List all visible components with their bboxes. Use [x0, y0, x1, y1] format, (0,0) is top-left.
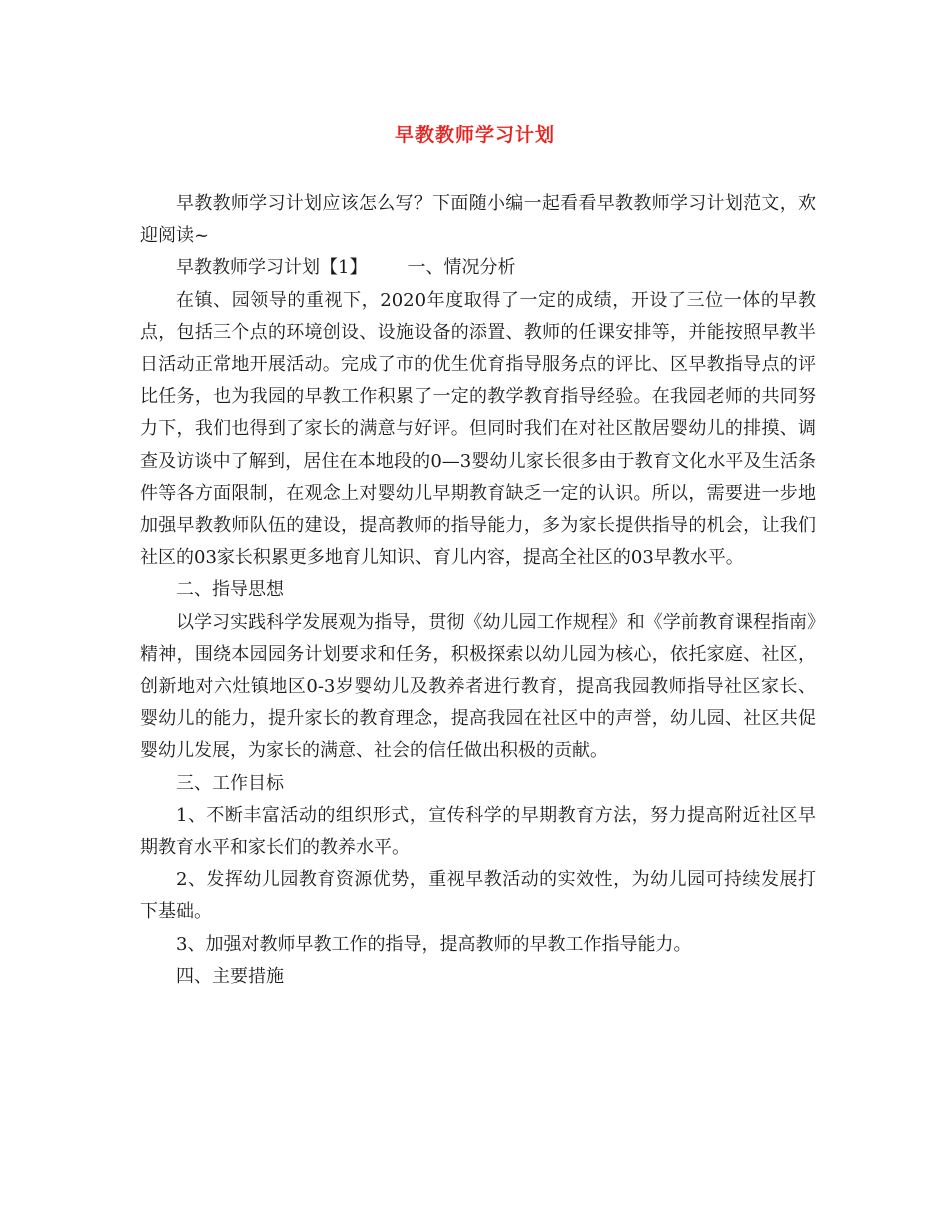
section4-heading: 四、主要措施 — [176, 965, 284, 987]
document-title: 早教教师学习计划 — [394, 124, 555, 146]
section2-paragraph: 以学习实践科学发展观为指导，贯彻《幼儿园工作规程》和《学前教育课程指南》精神，围绕本园园务计划要求和任务，积极探索以幼儿园为核心，依托家庭、社区，创新地对六灶镇地区0-3岁婴幼儿及教养者进行教育，提高我园教师指导社区家长、婴幼儿的能力，提升家长的教育理念，提高我园在社区中的声誉，幼儿园、社区共促婴幼儿发展，为家长的满意、社会的信任做出积极的贡献。 — [140, 611, 816, 762]
section1-heading: 一、情况分析 — [407, 257, 516, 279]
plan-heading-line — [140, 252, 816, 284]
goal-item-1: 1、不断丰富活动的组织形式，宣传科学的早期教育方法，努力提高附近社区早期教育水平和家长们的教养水平。 — [140, 804, 816, 859]
goal-item-3: 3、加强对教师早教工作的指导，提高教师的早教工作指导能力。 — [176, 933, 692, 955]
plan-heading: 早教教师学习计划【1】 — [176, 257, 368, 279]
section3-heading: 三、工作目标 — [176, 772, 284, 794]
goal-item-2: 2、发挥幼儿园教育资源优势，重视早教活动的实效性，为幼儿园可持续发展打下基础。 — [140, 869, 816, 923]
intro-paragraph: 早教教师学习计划应该怎么写？下面随小编一起看看早教教师学习计划范文，欢迎阅读~ — [140, 193, 816, 247]
section1-paragraph: 在镇、园领导的重视下，2020年度取得了一定的成绩，开设了三位一体的早教点，包括三个点的环境创设、设施设备的添置、教师的任课安排等，并能按照早教半日活动正常地开展活动。完成了市的优生优育指导服务点的评比、区早教指导点的评比任务，也为我园的早教工作积累了一定的教学教育指导经验。在我园老师的共同努力下，我们也得到了家长的满意与好评。但同时我们在对社区散居婴幼儿的排摸、调查及访谈中了解到，居住在本地段的0—3婴幼儿家长很多由于教育文化水平及生活条件等各方面限制，在观念上对婴幼儿早期教育缺乏一定的认识。所以，需要进一步地加强早教教师队伍的建设，提高教师的指导能力，多为家长提供指导的机会，让我们社区的03家长积累更多地育儿知识、育儿内容，提高全社区的03早教水平。 — [140, 289, 816, 569]
document-body — [140, 188, 816, 993]
section2-heading: 二、指导思想 — [176, 579, 284, 601]
